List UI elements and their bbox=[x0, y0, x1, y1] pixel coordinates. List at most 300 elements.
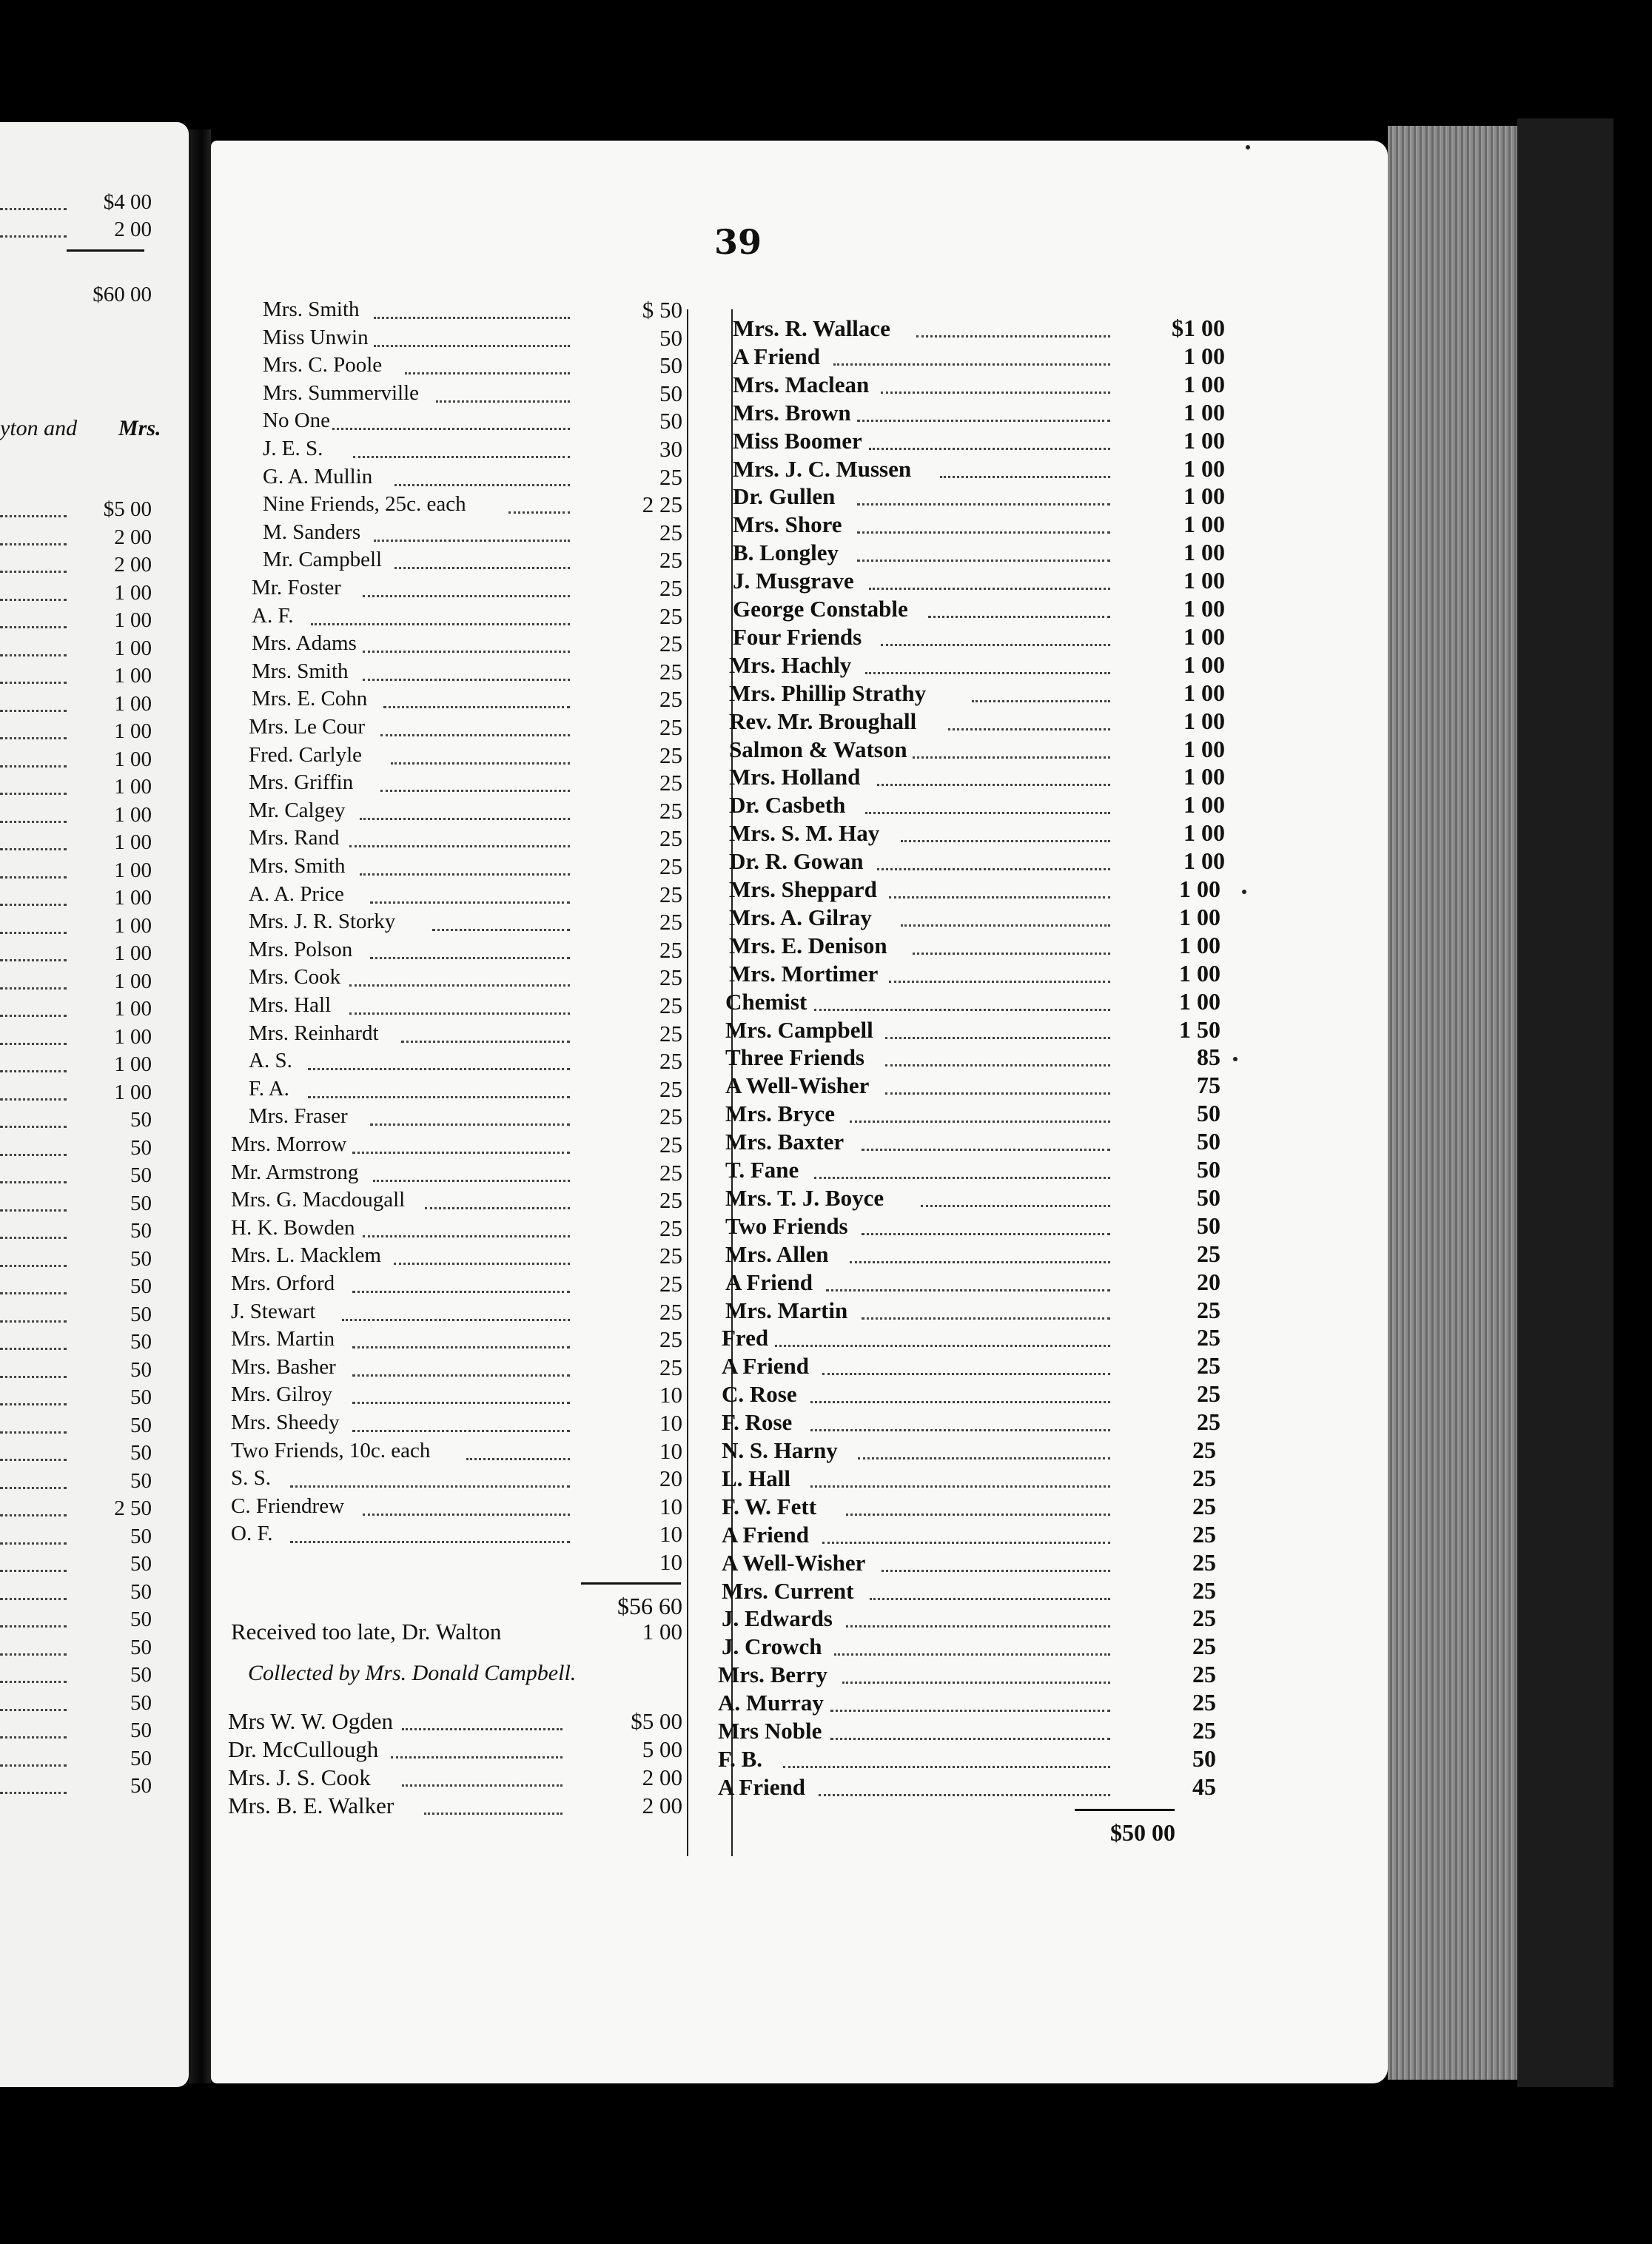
donation-amount: 1 00 bbox=[1183, 679, 1225, 706]
left-amount: $60 00 bbox=[93, 283, 152, 306]
donation-amount: 75 bbox=[1197, 1072, 1220, 1099]
leader-dots bbox=[0, 515, 67, 517]
donation-amount: 1 00 bbox=[1183, 539, 1225, 566]
left-amount: 1 00 bbox=[114, 802, 152, 827]
donor-name: J. E. S. bbox=[263, 437, 323, 460]
leader-dots bbox=[0, 793, 67, 795]
leader-dots bbox=[0, 959, 67, 961]
donor-name: Mrs. Allen bbox=[725, 1240, 829, 1267]
donor-name: Mrs. Mortimer bbox=[729, 960, 879, 987]
leader-dots bbox=[0, 1709, 67, 1711]
leader-dots bbox=[424, 1813, 563, 1815]
leader-dots bbox=[0, 904, 67, 906]
donation-amount: 20 bbox=[1197, 1268, 1220, 1295]
leader-dots bbox=[402, 1784, 563, 1787]
left-amount: 50 bbox=[130, 1191, 152, 1215]
donor-name: Two Friends bbox=[725, 1212, 848, 1239]
left-amount: 1 00 bbox=[114, 886, 152, 910]
donor-name: A Friend bbox=[725, 1269, 813, 1295]
donor-name: F. B. bbox=[718, 1745, 763, 1772]
leader-dots bbox=[0, 1570, 67, 1572]
leader-dots bbox=[425, 1207, 570, 1209]
leader-dots bbox=[0, 1625, 67, 1627]
leader-dots bbox=[332, 428, 570, 430]
donor-name: F. Rose bbox=[722, 1409, 793, 1436]
donation-amount: $5 00 bbox=[631, 1708, 682, 1734]
donation-amount: 25 bbox=[659, 909, 682, 935]
donor-name: Mrs. Maclean bbox=[733, 371, 870, 397]
donor-name: Mrs. B. E. Walker bbox=[228, 1793, 394, 1818]
donor-name: Mrs. Smith bbox=[263, 298, 360, 321]
leader-dots bbox=[870, 1598, 1110, 1600]
donation-amount: 25 bbox=[1192, 1633, 1216, 1660]
donation-amount: 25 bbox=[659, 1354, 682, 1380]
leader-dots bbox=[0, 1792, 67, 1794]
donation-amount: 2 00 bbox=[642, 1793, 682, 1818]
donor-name: Mrs. J. R. Storky bbox=[249, 910, 396, 934]
leader-dots bbox=[508, 511, 570, 514]
donor-name: T. Fane bbox=[725, 1157, 799, 1183]
donor-name: H. K. Bowden bbox=[231, 1215, 355, 1240]
leader-dots bbox=[380, 734, 570, 736]
left-amount: 50 bbox=[130, 1330, 152, 1354]
left-amount: 50 bbox=[130, 1719, 152, 1742]
leader-dots bbox=[885, 1064, 1110, 1066]
leader-dots bbox=[0, 821, 67, 823]
donor-name: A Friend bbox=[722, 1353, 809, 1380]
donor-name: Dr. Gullen bbox=[733, 483, 836, 510]
leader-dots bbox=[349, 1012, 570, 1015]
donor-name: Dr. Casbeth bbox=[729, 792, 846, 819]
leader-dots bbox=[363, 1235, 570, 1237]
donation-amount: 1 50 bbox=[1179, 1015, 1220, 1043]
leader-dots bbox=[921, 1205, 1110, 1207]
leader-dots bbox=[380, 790, 570, 792]
donor-name: Mrs. Fraser bbox=[249, 1104, 348, 1129]
leader-dots bbox=[0, 1181, 67, 1183]
leader-dots bbox=[0, 710, 67, 712]
donor-name: Mrs. Bryce bbox=[725, 1101, 836, 1127]
donation-amount: 25 bbox=[659, 992, 682, 1018]
donor-name: Mrs. J. C. Mussen bbox=[733, 455, 912, 482]
donation-amount: 50 bbox=[659, 352, 682, 379]
left-amount: 50 bbox=[130, 1413, 152, 1437]
donation-amount: 1 00 bbox=[1183, 595, 1225, 622]
donation-amount: 1 00 bbox=[1183, 567, 1225, 594]
leader-dots bbox=[830, 1738, 1110, 1740]
leader-dots bbox=[0, 208, 67, 210]
leader-dots bbox=[0, 1431, 67, 1434]
donor-name: G. A. Mullin bbox=[263, 464, 373, 488]
left-amount: 50 bbox=[130, 1441, 152, 1465]
donor-name: Mrs. Shore bbox=[733, 511, 842, 538]
donation-amount: 25 bbox=[659, 1132, 682, 1158]
donor-name: Mrs. J. S. Cook bbox=[228, 1764, 371, 1790]
leader-dots bbox=[352, 1346, 570, 1348]
left-page-fragment bbox=[0, 122, 189, 2087]
donor-name: Mrs. C. Poole bbox=[263, 353, 383, 377]
donation-amount: 25 bbox=[659, 853, 682, 879]
donation-amount: 25 bbox=[659, 658, 682, 685]
leader-dots bbox=[826, 1289, 1110, 1291]
donation-amount: 1 00 bbox=[1183, 791, 1225, 819]
left-heading-name: Mrs. bbox=[118, 416, 161, 440]
leader-dots bbox=[822, 1373, 1110, 1375]
donation-amount: 25 bbox=[1197, 1324, 1220, 1351]
left-amount: 50 bbox=[130, 1608, 152, 1631]
donor-name: A Well-Wisher bbox=[725, 1072, 870, 1099]
donation-amount: 1 00 bbox=[1183, 707, 1225, 734]
donor-name: Mrs. E. Cohn bbox=[252, 687, 368, 711]
left-amount: 1 00 bbox=[114, 913, 152, 938]
donor-name: Dr. McCullough bbox=[228, 1736, 379, 1762]
leader-dots bbox=[401, 1041, 570, 1043]
column1-total-rule bbox=[581, 1582, 681, 1585]
donation-amount: 1 00 bbox=[1179, 931, 1220, 958]
left-amount: 50 bbox=[130, 1552, 152, 1576]
donor-name: S. S. bbox=[231, 1466, 272, 1491]
leader-dots bbox=[352, 1374, 570, 1377]
left-amount: 50 bbox=[130, 1108, 152, 1132]
leader-dots bbox=[0, 1292, 67, 1294]
leader-dots bbox=[0, 1598, 67, 1600]
donation-amount: 25 bbox=[659, 1298, 682, 1325]
leader-dots bbox=[0, 1403, 67, 1405]
leader-dots bbox=[0, 1681, 67, 1683]
donor-name: A. A. Price bbox=[249, 881, 344, 906]
leader-dots bbox=[360, 873, 570, 876]
leader-dots bbox=[405, 372, 570, 374]
donation-amount: 2 00 bbox=[642, 1764, 682, 1790]
leader-dots bbox=[308, 1068, 570, 1070]
leader-dots bbox=[0, 1126, 67, 1128]
leader-dots bbox=[830, 1710, 1110, 1712]
leader-dots bbox=[0, 543, 67, 545]
leader-dots bbox=[846, 1514, 1110, 1516]
donor-name: Mrs. Berry bbox=[718, 1662, 828, 1688]
donor-name: Miss Boomer bbox=[733, 427, 862, 454]
leader-dots bbox=[850, 1121, 1110, 1123]
leader-dots bbox=[0, 932, 67, 934]
left-amount: 2 00 bbox=[114, 525, 152, 549]
donor-name: C. Friendrew bbox=[231, 1494, 345, 1518]
donor-name: J. Stewart bbox=[231, 1299, 316, 1323]
leader-dots bbox=[869, 448, 1110, 450]
book-gutter bbox=[189, 130, 211, 2083]
donation-amount: 25 bbox=[659, 1271, 682, 1297]
left-amount: 1 00 bbox=[114, 858, 152, 882]
leader-dots bbox=[0, 1043, 67, 1045]
donor-name: J. Musgrave bbox=[733, 568, 854, 594]
column1-total: $56 60 bbox=[617, 1593, 682, 1619]
donor-name: Mrs. Sheedy bbox=[231, 1411, 340, 1434]
donation-amount: 1 00 bbox=[1183, 735, 1225, 762]
donation-amount: 25 bbox=[1192, 1717, 1216, 1744]
donation-amount: 25 bbox=[659, 631, 682, 657]
left-amount: 50 bbox=[130, 1690, 152, 1715]
donation-amount: 50 bbox=[1197, 1212, 1220, 1239]
donor-name: C. Rose bbox=[722, 1381, 797, 1408]
donor-name: Mrs. Hachly bbox=[729, 651, 852, 678]
donation-amount: 25 bbox=[1192, 1437, 1216, 1463]
donation-amount: 1 00 bbox=[1183, 370, 1225, 397]
leader-dots bbox=[913, 953, 1110, 955]
donation-amount: 25 bbox=[659, 463, 682, 490]
leader-dots bbox=[0, 1154, 67, 1156]
leader-dots bbox=[833, 363, 1110, 366]
leader-dots bbox=[881, 392, 1110, 394]
donor-name: Mrs. Rand bbox=[249, 826, 340, 850]
donor-name: Mrs. Morrow bbox=[231, 1132, 347, 1156]
leader-dots bbox=[290, 1541, 570, 1543]
left-amount: 1 00 bbox=[114, 941, 152, 965]
leader-dots bbox=[353, 456, 570, 458]
donor-name: Mrs. Smith bbox=[249, 854, 346, 878]
donor-name: A. Murray bbox=[718, 1690, 824, 1716]
leader-dots bbox=[0, 1015, 67, 1017]
leader-dots bbox=[857, 503, 1110, 505]
left-amount: 50 bbox=[130, 1774, 152, 1798]
leader-dots bbox=[0, 1653, 67, 1656]
donor-name: M. Sanders bbox=[263, 520, 361, 544]
donation-amount: 50 bbox=[659, 408, 682, 434]
donor-name: Nine Friends, 25c. each bbox=[263, 492, 466, 517]
leader-dots bbox=[901, 840, 1110, 842]
leader-dots bbox=[391, 1756, 563, 1758]
book-cover-edge bbox=[1517, 118, 1614, 2087]
leader-dots bbox=[819, 1794, 1110, 1796]
leader-dots bbox=[0, 1487, 67, 1489]
donor-name: Mrs. Phillip Strathy bbox=[729, 679, 927, 706]
left-amount: 50 bbox=[130, 1274, 152, 1298]
donor-name: A Friend bbox=[733, 343, 820, 369]
leader-dots bbox=[822, 1542, 1110, 1544]
donor-name: N. S. Harny bbox=[722, 1437, 838, 1463]
left-amount: 1 00 bbox=[114, 747, 152, 771]
leader-dots bbox=[889, 981, 1110, 983]
left-amount: 2 50 bbox=[114, 1496, 152, 1520]
donor-name: Mrs. Summerville bbox=[263, 380, 420, 405]
donor-name: Two Friends, 10c. each bbox=[231, 1438, 431, 1462]
donor-name: Mrs. L. Macklem bbox=[231, 1243, 381, 1268]
leader-dots bbox=[370, 1123, 570, 1126]
left-amount: 50 bbox=[130, 1302, 152, 1326]
left-amount: 1 00 bbox=[114, 1052, 152, 1076]
donor-name: Mr. Armstrong bbox=[231, 1160, 359, 1184]
donor-name: O. F. bbox=[231, 1522, 273, 1546]
leader-dots bbox=[0, 654, 67, 656]
donation-amount: 25 bbox=[1197, 1240, 1220, 1267]
left-amount: 50 bbox=[130, 1135, 152, 1160]
donation-amount: 25 bbox=[659, 1243, 682, 1269]
leader-dots bbox=[889, 896, 1110, 898]
donation-amount: 50 bbox=[1197, 1183, 1220, 1211]
left-amount: 1 00 bbox=[114, 719, 152, 743]
donor-name: A. S. bbox=[249, 1049, 292, 1073]
donation-amount: 1 00 bbox=[1183, 763, 1225, 790]
leader-dots bbox=[0, 1320, 67, 1323]
leader-dots bbox=[862, 1149, 1110, 1151]
donation-amount: 25 bbox=[659, 714, 682, 740]
print-speck bbox=[1233, 1057, 1238, 1061]
donor-name: A Friend bbox=[718, 1773, 805, 1800]
donor-name: Mrs. Cook bbox=[249, 965, 341, 990]
left-amount: 1 00 bbox=[114, 830, 152, 854]
donor-name: Mr. Calgey bbox=[249, 798, 346, 822]
donation-amount: 25 bbox=[659, 602, 682, 629]
leader-dots bbox=[0, 1098, 67, 1101]
donation-amount: 1 00 bbox=[1183, 847, 1225, 875]
leader-dots bbox=[363, 595, 570, 597]
donation-amount: 25 bbox=[659, 686, 682, 713]
donor-name: Mrs. Smith bbox=[252, 659, 349, 683]
donation-amount: $ 50 bbox=[642, 297, 682, 323]
leader-dots bbox=[352, 1430, 570, 1432]
leader-dots bbox=[882, 1570, 1110, 1572]
donation-amount: 25 bbox=[659, 519, 682, 545]
donor-name: Fred. Carlyle bbox=[249, 742, 363, 767]
donation-amount: 25 bbox=[1192, 1548, 1216, 1576]
donor-name: J. Edwards bbox=[722, 1605, 833, 1632]
leader-dots bbox=[901, 924, 1110, 927]
leader-dots bbox=[783, 1766, 1110, 1768]
donation-amount: 50 bbox=[1197, 1156, 1220, 1183]
leader-dots bbox=[0, 987, 67, 990]
donor-name: Mrs. Le Cour bbox=[249, 715, 366, 739]
donor-name: Mr. Campbell bbox=[263, 548, 383, 572]
leader-dots bbox=[857, 560, 1110, 562]
left-amount: 50 bbox=[130, 1524, 152, 1548]
donation-amount: 25 bbox=[659, 936, 682, 963]
donation-amount: 25 bbox=[659, 1048, 682, 1075]
leader-dots bbox=[349, 845, 570, 847]
donation-amount: 1 00 bbox=[1183, 426, 1225, 454]
left-amount: 1 00 bbox=[114, 691, 152, 716]
donor-name: Chemist bbox=[725, 988, 807, 1015]
leader-dots bbox=[916, 335, 1110, 337]
leader-dots bbox=[352, 1152, 570, 1154]
leader-dots bbox=[363, 651, 570, 653]
left-amount: 50 bbox=[130, 1663, 152, 1687]
leader-dots bbox=[342, 1319, 570, 1321]
left-amount: 50 bbox=[130, 1468, 152, 1493]
left-amount: 50 bbox=[130, 1635, 152, 1659]
donation-amount: 25 bbox=[659, 547, 682, 574]
leader-dots bbox=[862, 1233, 1110, 1235]
leader-dots bbox=[0, 1736, 67, 1739]
left-amount: 1 00 bbox=[114, 1024, 152, 1049]
leader-dots bbox=[370, 957, 570, 959]
donor-name: Mrs. S. M. Hay bbox=[729, 820, 880, 847]
donor-name: Mrs W. W. Ogden bbox=[228, 1708, 394, 1734]
leader-dots bbox=[436, 400, 570, 403]
donor-name: A Friend bbox=[722, 1521, 809, 1548]
page-number: 39 bbox=[714, 222, 762, 262]
donor-name: Mrs. Holland bbox=[729, 764, 861, 790]
leader-dots bbox=[862, 1317, 1110, 1320]
donation-amount: 25 bbox=[1192, 1661, 1216, 1688]
donation-amount: 20 bbox=[659, 1465, 682, 1492]
leader-dots bbox=[391, 762, 570, 765]
print-speck bbox=[1246, 145, 1250, 150]
donor-name: Mrs. Current bbox=[722, 1577, 854, 1604]
leader-dots bbox=[308, 1096, 570, 1098]
left-amount: 50 bbox=[130, 1746, 152, 1770]
leader-dots bbox=[374, 317, 570, 319]
leader-dots bbox=[0, 599, 67, 601]
leader-dots bbox=[311, 623, 570, 625]
donor-name: Mrs. Martin bbox=[231, 1327, 335, 1351]
leader-dots bbox=[290, 1485, 570, 1488]
leader-dots bbox=[0, 848, 67, 850]
leader-dots bbox=[373, 1180, 570, 1182]
leader-dots bbox=[858, 1457, 1110, 1459]
leader-dots bbox=[814, 1009, 1110, 1011]
leader-dots bbox=[0, 1514, 67, 1516]
donation-amount: 10 bbox=[659, 1437, 682, 1464]
donation-amount: 1 00 bbox=[1183, 651, 1225, 678]
leader-dots bbox=[0, 1348, 67, 1350]
donor-name: Mrs. Campbell bbox=[725, 1016, 873, 1043]
donation-amount: 1 00 bbox=[1183, 398, 1225, 426]
left-amount: 1 00 bbox=[114, 608, 152, 632]
leader-dots bbox=[0, 1376, 67, 1378]
donation-amount: 50 bbox=[659, 380, 682, 406]
donor-name: Mrs. Orford bbox=[231, 1272, 335, 1295]
leader-dots bbox=[972, 700, 1110, 702]
leader-dots bbox=[352, 1402, 570, 1404]
donation-amount: 30 bbox=[659, 436, 682, 462]
leader-dots bbox=[360, 818, 570, 820]
donor-name: Mrs. G. Macdougall bbox=[231, 1188, 406, 1212]
donation-amount: 25 bbox=[1192, 1464, 1216, 1491]
donation-amount: 25 bbox=[659, 1075, 682, 1102]
leader-dots bbox=[865, 672, 1110, 674]
donation-amount: 10 bbox=[659, 1410, 682, 1436]
column-divider bbox=[687, 309, 688, 1856]
donation-amount: 1 00 bbox=[1183, 454, 1225, 482]
donation-amount: 10 bbox=[659, 1549, 682, 1575]
left-amount: 1 00 bbox=[114, 1080, 152, 1104]
donor-name: F. W. Fett bbox=[722, 1493, 817, 1519]
donation-amount: 25 bbox=[1197, 1380, 1220, 1408]
leader-dots bbox=[0, 765, 67, 767]
donation-amount: 1 00 bbox=[1179, 959, 1220, 987]
left-amount: 50 bbox=[130, 1357, 152, 1382]
donation-amount: 2 25 bbox=[642, 491, 682, 518]
donor-name: Mrs. Gilroy bbox=[231, 1383, 332, 1407]
leader-dots bbox=[948, 728, 1110, 730]
donation-amount: 1 00 bbox=[1183, 483, 1225, 510]
donor-name: Mrs. Polson bbox=[249, 937, 353, 961]
donation-amount: 25 bbox=[659, 1326, 682, 1353]
donor-name: Mrs. T. J. Boyce bbox=[725, 1184, 884, 1211]
donation-amount: 85 bbox=[1197, 1044, 1220, 1071]
left-amount: 1 00 bbox=[114, 775, 152, 799]
donation-amount: 10 bbox=[659, 1382, 682, 1408]
leader-dots bbox=[834, 1653, 1110, 1656]
late-receipt-label: Received too late, Dr. Walton bbox=[231, 1619, 502, 1645]
left-amount: 1 00 bbox=[114, 997, 152, 1021]
donor-name: B. Longley bbox=[733, 540, 839, 566]
donation-amount: 25 bbox=[659, 1159, 682, 1186]
leader-dots bbox=[810, 1401, 1110, 1403]
left-heading: yton and bbox=[0, 416, 78, 440]
donation-amount: 25 bbox=[1192, 1576, 1216, 1604]
donor-name: A. F. bbox=[252, 603, 294, 628]
left-amount: 1 00 bbox=[114, 969, 152, 993]
donation-amount: 25 bbox=[1192, 1689, 1216, 1716]
